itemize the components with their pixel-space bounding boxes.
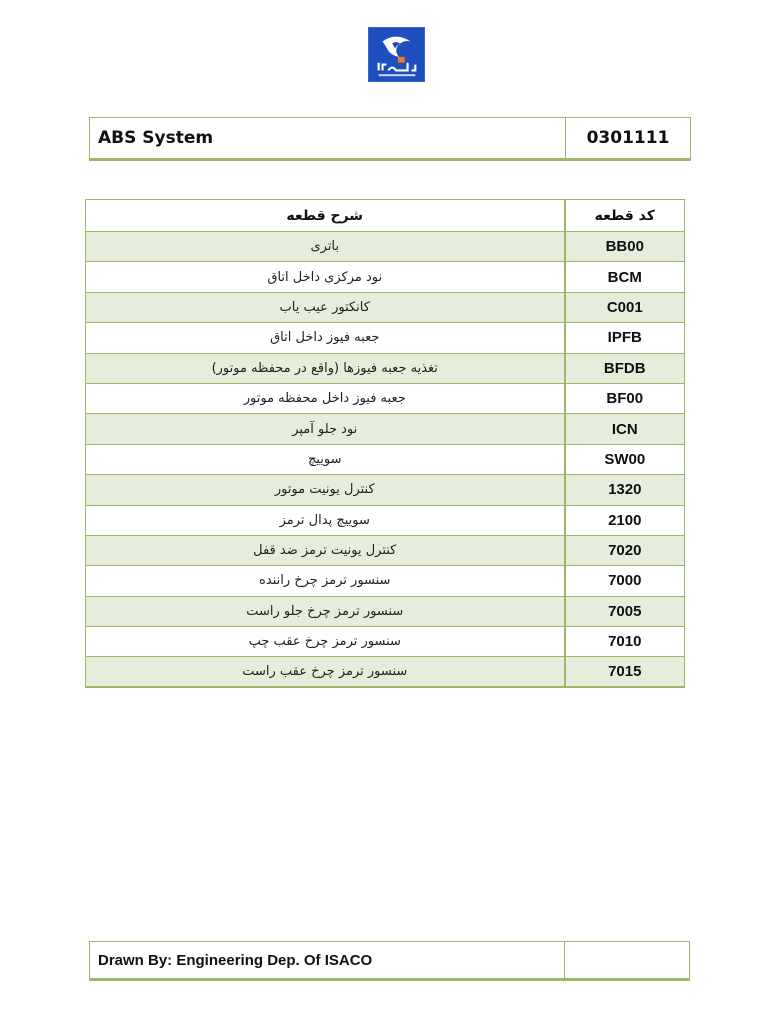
part-description: سوییچ: [86, 444, 565, 474]
table-row: [86, 475, 685, 505]
table-row: [86, 596, 685, 626]
document-title-block: [89, 117, 691, 161]
footer-empty-cell: [565, 942, 689, 978]
part-description: سنسور ترمز چرخ راننده: [86, 566, 565, 596]
parts-table-header-row: [86, 200, 685, 232]
code-column-header: کد قطعه: [565, 200, 685, 232]
table-row: [86, 383, 685, 413]
drawn-by-label: Drawn By: Engineering Dep. Of ISACO: [90, 942, 565, 978]
part-description: باتری: [86, 232, 565, 262]
part-description: کنترل یونیت موتور: [86, 475, 565, 505]
part-description: جعبه فیوز داخل اتاق: [86, 323, 565, 353]
table-row: [86, 657, 685, 687]
table-row: [86, 323, 685, 353]
part-description: کنترل یونیت ترمز ضد قفل: [86, 535, 565, 565]
table-row: [86, 444, 685, 474]
isaco-logo-icon: [369, 28, 424, 81]
parts-table-body: [86, 232, 685, 688]
part-code: 7015: [565, 657, 685, 687]
description-column-header: شرح قطعه: [86, 200, 565, 232]
part-code: 7005: [565, 596, 685, 626]
part-code: BCM: [565, 262, 685, 292]
table-row: [86, 232, 685, 262]
part-code: BB00: [565, 232, 685, 262]
part-description: نود جلو آمپر: [86, 414, 565, 444]
part-description: نود مرکزی داخل اتاق: [86, 262, 565, 292]
part-description: کانکتور عیب یاب: [86, 292, 565, 322]
part-code: 7020: [565, 535, 685, 565]
system-code: 0301111: [586, 128, 670, 148]
part-description: سنسور ترمز چرخ عقب چپ: [86, 627, 565, 657]
system-title: ABS System: [90, 118, 566, 158]
table-row: [86, 535, 685, 565]
part-code: BF00: [565, 383, 685, 413]
part-code: 1320: [565, 475, 685, 505]
table-row: [86, 292, 685, 322]
part-code: ICN: [565, 414, 685, 444]
part-description: تغذیه جعبه فیوزها (واقع در محفظه موتور): [86, 353, 565, 383]
part-code: 7000: [565, 566, 685, 596]
part-description: جعبه فیوز داخل محفظه موتور: [86, 383, 565, 413]
table-row: [86, 414, 685, 444]
part-code: SW00: [565, 444, 685, 474]
table-row: [86, 627, 685, 657]
part-description: سنسور ترمز چرخ جلو راست: [86, 596, 565, 626]
part-code: BFDB: [565, 353, 685, 383]
footer-block: [89, 941, 690, 981]
part-description: سوییچ پدال ترمز: [86, 505, 565, 535]
part-code: IPFB: [565, 323, 685, 353]
part-description: سنسور ترمز چرخ عقب راست: [86, 657, 565, 687]
parts-table: [85, 199, 685, 688]
part-code: C001: [565, 292, 685, 322]
table-row: [86, 566, 685, 596]
part-code: 7010: [565, 627, 685, 657]
isaco-logo: [368, 27, 425, 82]
table-row: [86, 353, 685, 383]
table-row: [86, 505, 685, 535]
part-code: 2100: [565, 505, 685, 535]
table-row: [86, 262, 685, 292]
